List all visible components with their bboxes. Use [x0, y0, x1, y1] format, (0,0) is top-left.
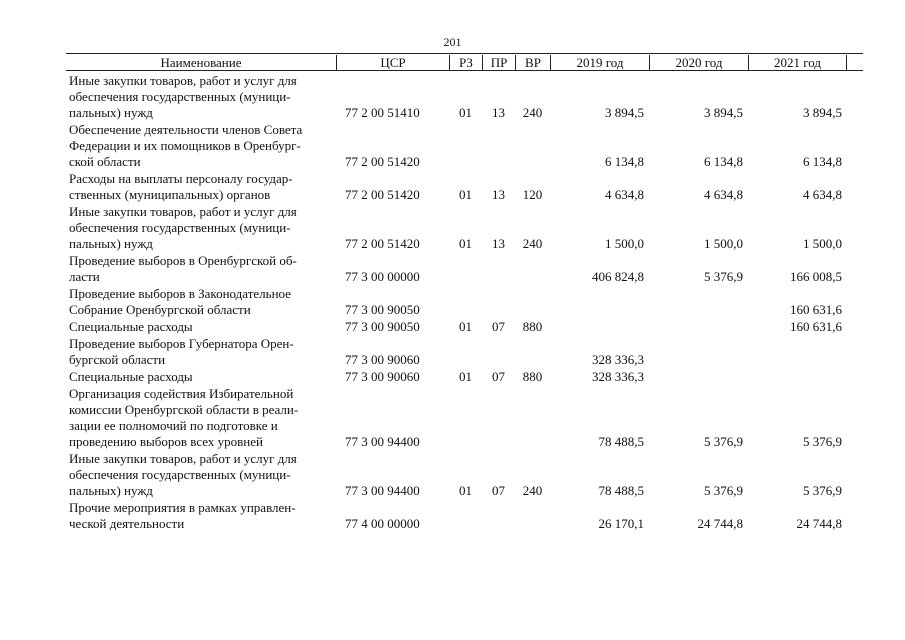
header-vr: ВР — [515, 55, 550, 70]
row-csr: 77 4 00 00000 — [345, 516, 420, 531]
row-2019: 6 134,8 — [605, 154, 644, 169]
row-name: Прочие мероприятия в рамках управлен- ческой деятельности — [69, 500, 296, 531]
row-2020: 5 376,9 — [704, 434, 743, 449]
row-name: Проведение выборов в Оренбургской об- ласти — [69, 253, 297, 284]
page-number: 201 — [443, 35, 462, 49]
table-row — [66, 451, 863, 499]
row-name: Иные закупки товаров, работ и услуг для обеспечения государственных (муници- пальных) нужд — [69, 73, 297, 120]
row-2020: 3 894,5 — [704, 105, 743, 120]
row-vr: 240 — [522, 236, 543, 251]
row-csr: 77 3 00 90050 — [345, 302, 420, 317]
header-rz: РЗ — [449, 55, 482, 70]
row-vr: 120 — [522, 187, 543, 202]
row-2021: 160 631,6 — [790, 302, 842, 317]
row-name: Специальные расходы — [69, 319, 193, 334]
table-row — [66, 253, 863, 285]
row-2021: 24 744,8 — [796, 516, 842, 531]
row-2021: 166 008,5 — [790, 269, 842, 284]
row-2021: 5 376,9 — [803, 434, 842, 449]
row-rz: 01 — [459, 319, 472, 334]
row-name: Организация содействия Избирательной комиссии Оренбургской области в реали- зации ее полномочий по подготовке и проведению выборов всех уровней — [69, 386, 299, 449]
row-csr: 77 2 00 51420 — [345, 187, 420, 202]
header-2021: 2021 год — [748, 55, 847, 70]
row-2020: 1 500,0 — [704, 236, 743, 251]
row-2021: 3 894,5 — [803, 105, 842, 120]
header-name: Наименование — [160, 54, 242, 70]
row-pr: 13 — [492, 236, 505, 251]
row-2020: 4 634,8 — [704, 187, 743, 202]
row-2020: 5 376,9 — [704, 269, 743, 284]
row-csr: 77 2 00 51420 — [345, 236, 420, 251]
row-pr: 13 — [492, 187, 505, 202]
row-vr: 240 — [522, 105, 543, 120]
header-pr: ПР — [482, 55, 515, 70]
row-rz: 01 — [459, 187, 472, 202]
row-2019: 3 894,5 — [605, 105, 644, 120]
row-name: Иные закупки товаров, работ и услуг для обеспечения государственных (муници- пальных) нужд — [69, 204, 297, 251]
table-row — [66, 73, 863, 121]
row-pr: 07 — [492, 483, 505, 498]
row-2019: 328 336,3 — [592, 352, 644, 367]
budget-table — [66, 53, 863, 533]
row-2019: 78 488,5 — [598, 434, 644, 449]
row-2019: 328 336,3 — [592, 369, 644, 384]
row-csr: 77 3 00 00000 — [345, 269, 420, 284]
row-name: Расходы на выплаты персоналу государ- ственных (муниципальных) органов — [69, 171, 293, 202]
table-row — [66, 171, 863, 203]
header-csr: ЦСР — [336, 55, 449, 70]
row-name: Специальные расходы — [69, 369, 193, 384]
row-name: Проведение выборов в Законодательное Собрание Оренбургской области — [69, 286, 291, 317]
row-vr: 880 — [522, 319, 543, 334]
row-2019: 1 500,0 — [605, 236, 644, 251]
row-pr: 13 — [492, 105, 505, 120]
row-vr: 880 — [522, 369, 543, 384]
row-name: Обеспечение деятельности членов Совета Федерации и их помощников в Оренбург- ской области — [69, 122, 303, 169]
table-row — [66, 500, 863, 532]
row-csr: 77 3 00 94400 — [345, 483, 420, 498]
row-2020: 5 376,9 — [704, 483, 743, 498]
row-csr: 77 3 00 94400 — [345, 434, 420, 449]
row-2019: 26 170,1 — [598, 516, 644, 531]
row-rz: 01 — [459, 105, 472, 120]
table-row — [66, 386, 863, 450]
row-2021: 1 500,0 — [803, 236, 842, 251]
row-csr: 77 3 00 90050 — [345, 319, 420, 334]
table-row — [66, 369, 863, 385]
table-row — [66, 336, 863, 368]
row-2019: 406 824,8 — [592, 269, 644, 284]
row-csr: 77 2 00 51420 — [345, 154, 420, 169]
row-rz: 01 — [459, 369, 472, 384]
table-row — [66, 319, 863, 335]
row-2021: 4 634,8 — [803, 187, 842, 202]
row-rz: 01 — [459, 483, 472, 498]
table-body — [66, 73, 863, 532]
row-2019: 4 634,8 — [605, 187, 644, 202]
row-2020: 24 744,8 — [697, 516, 743, 531]
table-row — [66, 122, 863, 170]
row-pr: 07 — [492, 369, 505, 384]
row-pr: 07 — [492, 319, 505, 334]
row-vr: 240 — [522, 483, 543, 498]
row-rz: 01 — [459, 236, 472, 251]
table-row — [66, 204, 863, 252]
row-2021: 160 631,6 — [790, 319, 842, 334]
row-2019: 78 488,5 — [598, 483, 644, 498]
table-row — [66, 286, 863, 318]
row-2020: 6 134,8 — [704, 154, 743, 169]
row-csr: 77 2 00 51410 — [345, 105, 420, 120]
table-header — [66, 53, 863, 71]
row-2021: 5 376,9 — [803, 483, 842, 498]
row-name: Проведение выборов Губернатора Орен- бургской области — [69, 336, 294, 367]
row-name: Иные закупки товаров, работ и услуг для обеспечения государственных (муници- пальных) нужд — [69, 451, 297, 498]
row-csr: 77 3 00 90060 — [345, 352, 420, 367]
header-2020: 2020 год — [649, 55, 748, 70]
row-csr: 77 3 00 90060 — [345, 369, 420, 384]
header-2019: 2019 год — [550, 55, 649, 70]
row-2021: 6 134,8 — [803, 154, 842, 169]
